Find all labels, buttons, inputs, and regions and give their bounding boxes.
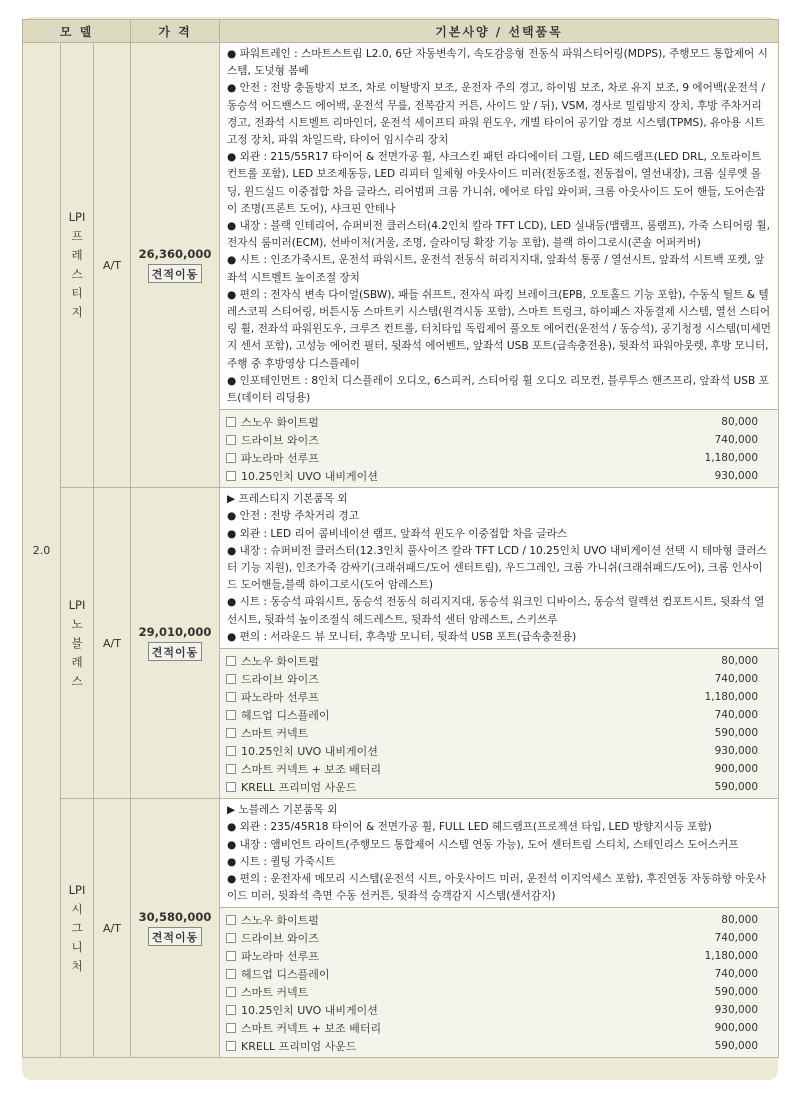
option-item[interactable] [226,670,758,688]
header-price: 가 격 [131,20,220,43]
option-price: 930,000 [714,1004,759,1017]
option-checkbox[interactable] [226,933,236,943]
option-checkbox[interactable] [226,951,236,961]
trim-name-char: 티 [71,286,83,301]
option-price: 900,000 [714,763,759,776]
option-name: 파노라마 선루프 [241,452,319,466]
spec-cell [220,799,779,1058]
trim-name-char: 스 [71,673,83,688]
option-price: 590,000 [714,781,759,794]
feature-line: ● 편의 : 서라운드 뷰 모니터, 후측방 모니터, 뒷좌석 USB 포트(급속충전용) [227,630,577,643]
price-value: 30,580,000 [138,910,212,925]
option-price: 740,000 [714,709,759,722]
feature-line: ● 내장 : 블랙 인테리어, 슈퍼비전 클러스터(4.2인치 칼라 TFT LCD), LED 실내등(맵램프, 룸램프), 가죽 스티어링 휠, 전자식 룸미러(ECM), 선바이저(거울, 조명, 슬라이딩 확장 기능 포함), 블랙 하이그로시(콘솔 어퍼커버) [227,220,771,250]
option-item[interactable] [226,449,758,467]
option-checkbox[interactable] [226,746,236,756]
feature-line: ● 파워트레인 : 스마트스트림 L2.0, 6단 자동변속기, 속도감응형 전동식 파워스티어링(MDPS), 주행모드 통합제어 시스템, 도넛형 봄베 [227,48,768,78]
option-checkbox[interactable] [226,710,236,720]
trim-name-char: 노 [71,616,83,631]
feature-line: ● 내장 : 슈퍼비전 클러스터(12.3인치 풀사이즈 칼라 TFT LCD / 10.25인치 UVO 내비게이션 선택 시 테마형 클러스터 기능 지원), 인조가죽 감싸기(크래쉬패드/도어 센터트림), 우드그레인, 크롬 가니쉬(크래쉬패드/도어), 크롬 인사이드 도어핸들,블랙 하이그로시(도어 암레스트) [227,544,767,592]
header-row [23,20,779,43]
option-name: KRELL 프리미엄 사운드 [241,781,357,795]
feature-line: ● 시트 : 인조가죽시트, 운전석 파워시트, 운전석 전동식 허리지지대, 앞좌석 통풍 / 열선시트, 앞좌석 시트백 포켓, 앞좌석 시트벨트 높이조절 장치 [227,254,765,284]
trim-name-char: 니 [71,939,83,954]
feature-line: ● 외관 : 215/55R17 타이어 & 전면가공 휠, 샤크스킨 패턴 라디에이터 그릴, LED 헤드램프(LED DRL, 오토라이트 컨트롤 포함), LED 보조제동등, LED 리피터 일체형 아웃사이드 미러(전동조절, 전동접이, 열선내장), 크롬 실루엣 몰딩, 윈드실드 이중접합 차음 글라스, 리어범퍼 크롬 가니쉬, 에어로 타입 와이퍼, 크롬 아웃사이드 도어 핸들, 도어손잡이 조명(프론트 도어), 샤크핀 안테나 [227,151,766,215]
option-checkbox[interactable] [226,782,236,792]
option-price: 740,000 [714,968,759,981]
option-price: 900,000 [714,1022,759,1035]
option-price: 1,180,000 [704,452,759,465]
trim-name-char: 스 [71,267,83,282]
option-item[interactable] [226,947,758,965]
option-checkbox[interactable] [226,915,236,925]
option-checkbox[interactable] [226,471,236,481]
option-list [220,410,778,487]
option-price: 80,000 [721,416,759,429]
option-price: 590,000 [714,1040,759,1053]
option-item[interactable] [226,467,758,485]
feature-line: ● 내장 : 앰비언트 라이트(주행모드 통합제어 시스템 연동 가능), 도어 센터트림 스티치, 스테인리스 도어스커프 [227,838,739,851]
header-model: 모 델 [23,20,131,43]
option-name: 드라이브 와이즈 [241,932,319,946]
option-name: 10.25인치 UVO 내비게이션 [241,470,378,484]
option-name: 드라이브 와이즈 [241,434,319,448]
option-checkbox[interactable] [226,417,236,427]
trim-name-char: 시 [71,901,83,916]
option-list [220,649,778,798]
option-item[interactable] [226,965,758,983]
option-checkbox[interactable] [226,674,236,684]
option-name: 10.25인치 UVO 내비게이션 [241,1004,378,1018]
option-price: 740,000 [714,932,759,945]
trim-name-char: 레 [71,654,83,669]
option-checkbox[interactable] [226,656,236,666]
option-checkbox[interactable] [226,1005,236,1015]
option-price: 740,000 [714,673,759,686]
option-item[interactable] [226,1001,758,1019]
feature-line: ▶ 프레스티지 기본품목 외 [227,493,348,506]
option-name: 스마트 커넥트 + 보조 배터리 [241,1022,382,1036]
option-checkbox[interactable] [226,453,236,463]
option-item[interactable] [226,652,758,670]
trim-name-char: 지 [71,305,83,320]
header-spec: 기본사양 / 선택품목 [220,20,779,43]
option-checkbox[interactable] [226,692,236,702]
option-item[interactable] [226,724,758,742]
option-name: 10.25인치 UVO 내비게이션 [241,745,378,759]
trim-name-char: 그 [71,920,83,935]
trim-name-char: 레 [71,248,83,263]
trim-name-char: LPI [68,882,86,897]
engine-cell: 2.0 [23,43,61,1058]
price-cell [131,488,220,799]
option-item[interactable] [226,688,758,706]
transmission: A/T [94,43,131,488]
option-price: 1,180,000 [704,950,759,963]
option-price: 590,000 [714,986,759,999]
feature-line: ● 시트 : 퀼팅 가죽시트 [227,855,336,868]
feature-line: ● 외관 : LED 리어 콤비네이션 램프, 앞좌석 윈도우 이중접합 차음 글라스 [227,527,568,540]
standard-features [220,799,778,908]
option-item[interactable] [226,1037,758,1055]
feature-line: ● 시트 : 동승석 파워시트, 동승석 전동식 허리지지대, 동승석 워크인 디바이스, 동승석 릴렉션 컴포트시트, 뒷좌석 열선시트, 뒷좌석 높이조절식 헤드레스트, 뒷좌석 센터 암레스트, 스키쓰루 [227,596,765,626]
trim-row [23,43,779,488]
feature-line: ● 안전 : 전방 충돌방지 보조, 차로 이탈방지 보조, 운전자 주의 경고, 하이빔 보조, 차로 유지 보조, 9 에어백(운전석 / 동승석 어드밴스드 에어백, 운전석 무릎, 전복감지 커튼, 사이드 앞 / 뒤), VSM, 경사로 밀림방지 장치, 후방 주차거리 경고, 전좌석 시트벨트 리마인더, 운전석 세이프티 파워 윈도우, 개별 타이어 공기압 경보 시스템(TPMS), 유아용 시트고정 장치, 파워 차일드락, 타이어 임시수리 장치 [227,82,765,147]
option-checkbox[interactable] [226,435,236,445]
option-item[interactable] [226,911,758,929]
trim-row [23,488,779,799]
option-name: KRELL 프리미엄 사운드 [241,1040,357,1054]
transmission: A/T [94,488,131,799]
trim-name-char: 프 [71,229,83,244]
option-name: 스노우 화이트펄 [241,655,319,669]
option-checkbox[interactable] [226,1041,236,1051]
option-checkbox[interactable] [226,969,236,979]
option-name: 헤드업 디스플레이 [241,968,330,982]
option-item[interactable] [226,742,758,760]
option-price: 1,180,000 [704,691,759,704]
option-name: 파노라마 선루프 [241,950,319,964]
option-name: 스마트 커넥트 + 보조 배터리 [241,763,382,777]
trim-name [61,799,94,1058]
option-item[interactable] [226,706,758,724]
feature-line: ● 외관 : 235/45R18 타이어 & 전면가공 휠, FULL LED 헤드램프(프로젝션 타입, LED 방향지시등 포함) [227,821,712,834]
trim-name [61,43,94,488]
option-name: 스마트 커넥트 [241,986,309,1000]
option-list [220,908,778,1057]
trim-row [23,799,779,1058]
option-item[interactable] [226,929,758,947]
trim-name-char: LPI [68,597,86,612]
spec-cell [220,488,779,799]
trim-name-char: 블 [71,635,83,650]
quote-button[interactable]: 견적이동 [148,927,203,946]
option-name: 스노우 화이트펄 [241,416,319,430]
option-price: 930,000 [714,745,759,758]
feature-line: ● 안전 : 전방 주차거리 경고 [227,510,360,523]
option-price: 80,000 [721,914,759,927]
option-price: 930,000 [714,470,759,483]
standard-features [220,43,778,410]
feature-line: ● 인포테인먼트 : 8인치 디스플레이 오디오, 6스피커, 스티어링 휠 오디오 리모컨, 블루투스 핸즈프리, 앞좌석 USB 포트(데이터 리딩용) [227,374,769,405]
option-item[interactable] [226,1019,758,1037]
feature-line: ▶ 노블레스 기본품목 외 [227,804,338,817]
spec-table [22,19,779,1058]
price-value: 26,360,000 [138,247,212,262]
option-price: 80,000 [721,655,759,668]
trim-name-char: 처 [71,958,83,973]
quote-button[interactable]: 견적이동 [148,264,203,283]
option-item[interactable] [226,431,758,449]
option-item[interactable] [226,413,758,431]
option-name: 스노우 화이트펄 [241,914,319,928]
trim-name-char: LPI [68,210,86,225]
standard-features [220,488,778,649]
option-name: 드라이브 와이즈 [241,673,319,687]
price-cell [131,799,220,1058]
option-name: 파노라마 선루프 [241,691,319,705]
quote-button[interactable]: 견적이동 [148,642,203,661]
trim-name [61,488,94,799]
option-item[interactable] [226,760,758,778]
option-checkbox[interactable] [226,728,236,738]
option-name: 스마트 커넥트 [241,727,309,741]
option-name: 헤드업 디스플레이 [241,709,330,723]
price-value: 29,010,000 [138,625,212,640]
option-checkbox[interactable] [226,1023,236,1033]
option-checkbox[interactable] [226,987,236,997]
option-item[interactable] [226,778,758,796]
feature-line: ● 편의 : 전자식 변속 다이얼(SBW), 패들 쉬프트, 전자식 파킹 브레이크(EPB, 오토홀드 기능 포함), 수동식 틸트 & 텔레스코픽 스티어링, 버튼시동 스마트키 시스템(원격시동 포함), 스마트 트렁크, 하이패스 자동결제 시스템, 열선 스티어링 휠, 전좌석 파워윈도우, 크루즈 컨트롤, 터치타입 독립제어 풀오토 에어컨(운전석 / 동승석), 공기청정 시스템(미세먼지 센서 포함), 고성능 에어컨 필터, 뒷좌석 에어벤트, 앞좌석 USB 포트(급속충전용), 뒷좌석 파워아웃렛, 후방 모니터, 주행 중 후방영상 디스플레이 [227,288,771,370]
option-item[interactable] [226,983,758,1001]
spec-cell [220,43,779,488]
option-price: 590,000 [714,727,759,740]
transmission: A/T [94,799,131,1058]
option-checkbox[interactable] [226,764,236,774]
feature-line: ● 편의 : 운전자세 메모리 시스템(운전석 시트, 아웃사이드 미러, 운전석 이지억세스 포함), 후진연동 자동하향 아웃사이드 미러, 뒷좌석 측면 수동 선커튼, 뒷좌석 승객감지 시스템(센서감지) [227,872,766,903]
price-cell [131,43,220,488]
option-price: 740,000 [714,434,759,447]
